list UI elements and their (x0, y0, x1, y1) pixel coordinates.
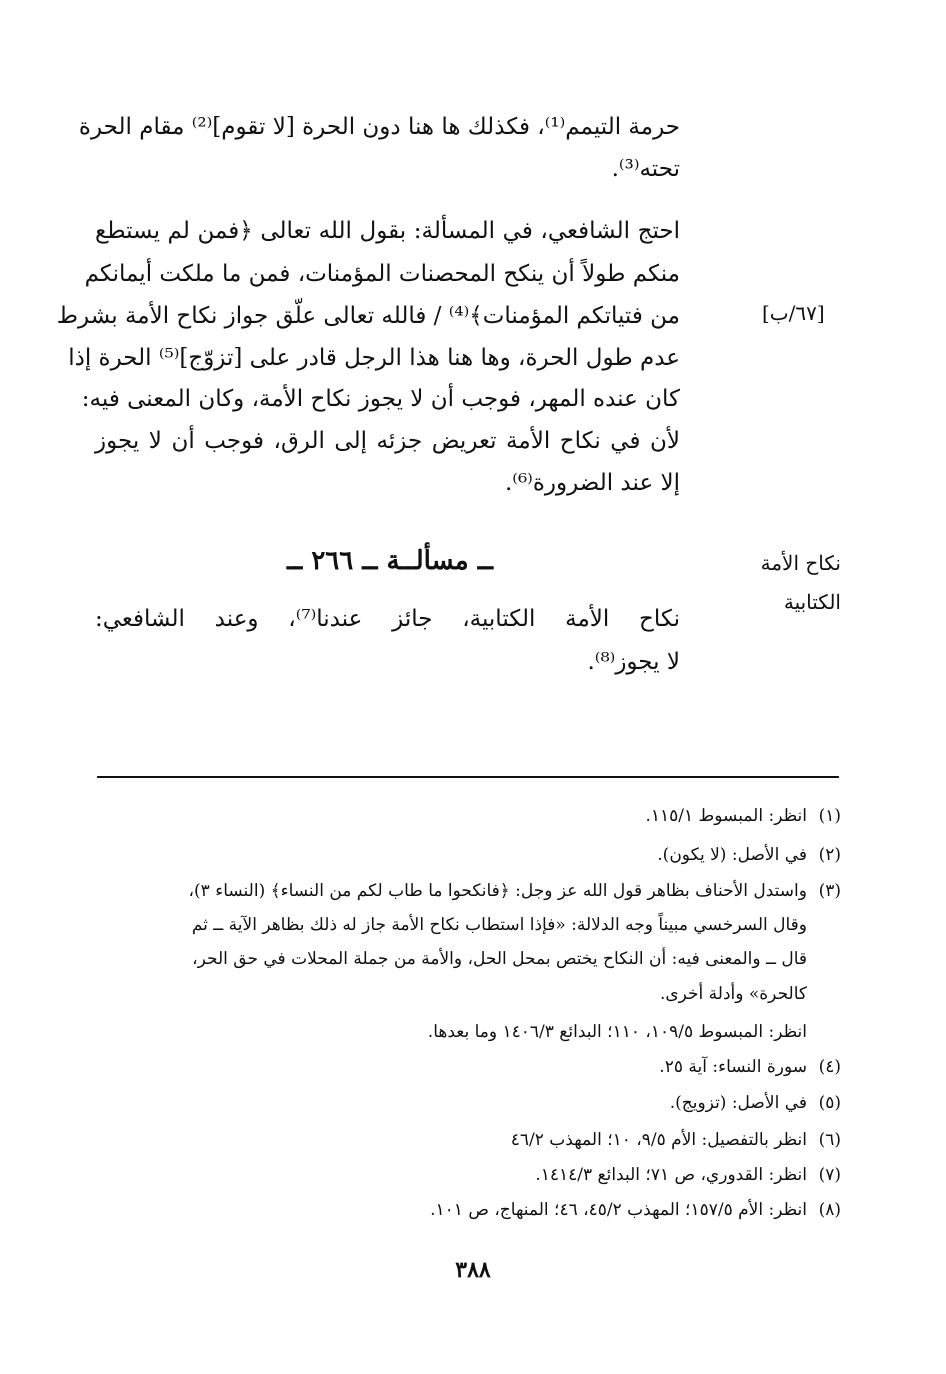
body-text-line: من فتياتكم المؤمنات﴾⁽⁴⁾ / فالله تعالى علّق جواز نكاح الأمة بشرط (56, 303, 680, 329)
footnote-number: (٢) (818, 845, 841, 865)
footnote-continuation: كالحرة» وأدلة أخرى. (659, 984, 807, 1004)
footnote-number: (٣) (818, 881, 841, 901)
footnote (189, 878, 841, 904)
footnote-continuation: انظر: المبسوط ١٠٩/٥، ١١٠؛ البدائع ١٤٠٦/٣ وما بعدها. (427, 1022, 807, 1042)
issue-heading: ــ مسألــة ــ ٢٦٦ ــ (287, 546, 493, 576)
footnote (657, 842, 841, 868)
footnote-number: (٤) (818, 1057, 841, 1077)
body-text-line: لا يجوز⁽⁸⁾. (587, 649, 680, 675)
footnote (645, 803, 841, 829)
footnote-text: انظر: الأم ١٥٧/٥؛ المهذب ٤٥/٢، ٤٦؛ المنهاج، ص ١٠١. (430, 1200, 807, 1220)
body-text-line: كان عنده المهر، فوجب أن لا يجوز نكاح الأمة، وكان المعنى فيه: (81, 386, 680, 412)
body-text-line: تحته⁽³⁾. (611, 156, 680, 182)
footnote-text: في الأصل: (لا يكون). (657, 845, 807, 865)
page-number: ٣٨٨ (455, 1257, 491, 1283)
body-text-line: احتج الشافعي، في المسألة: بقول الله تعالى ﴿فمن لم يستطع (95, 218, 680, 244)
footnote-text: انظر: القدوري، ص ٧١؛ البدائع ١٤١٤/٣. (535, 1165, 807, 1185)
body-text-line: منكم طولاً أن ينكح المحصنات المؤمنات، فمن ما ملكت أيمانكم (84, 261, 680, 287)
footnote-number: (٧) (818, 1165, 841, 1185)
footnote-number: (٦) (818, 1130, 841, 1150)
footnote (659, 1054, 841, 1080)
footnote-separator (97, 776, 839, 778)
margin-folio-reference: [٦٧/ب] (762, 301, 825, 325)
footnote-number: (١) (818, 806, 841, 826)
footnote-text: انظر: المبسوط ١١٥/١. (645, 806, 807, 826)
footnote-text: في الأصل: (تزويج). (669, 1093, 807, 1113)
footnote (511, 1127, 841, 1153)
margin-topic-line: الكتابية (783, 590, 841, 614)
footnote (535, 1162, 841, 1188)
footnote-text: واستدل الأحناف بظاهر قول الله عز وجل: ﴿فانكحوا ما طاب لكم من النساء﴾ (النساء ٣)، (188, 881, 807, 901)
margin-topic-line: نكاح الأمة (760, 551, 841, 575)
footnote (670, 1090, 841, 1116)
body-text-line: عدم طول الحرة، وها هنا هذا الرجل قادر على [تزوّج]⁽⁵⁾ الحرة إذا (68, 345, 680, 371)
footnote-continuation: وقال السرخسي مبيناً وجه الدلالة: «فإذا استطاب نكاح الأمة جاز له ذلك بظاهر الآية ــ ثم (191, 915, 807, 935)
footnote-text: انظر بالتفصيل: الأم ٩/٥، ١٠؛ المهذب ٤٦/٢ (510, 1130, 807, 1150)
body-text-line: لأن في نكاح الأمة تعريض جزئه إلى الرق، فوجب أن لا يجوز (95, 428, 680, 454)
footnote-number: (٨) (818, 1200, 841, 1220)
footnote-text: سورة النساء: آية ٢٥. (659, 1057, 807, 1077)
footnote (430, 1197, 841, 1223)
body-text-line: حرمة التيمم⁽¹⁾، فكذلك ها هنا دون الحرة [لا تقوم]⁽²⁾ مقام الحرة (78, 114, 680, 140)
body-text-line: إلا عند الضرورة⁽⁶⁾. (504, 470, 680, 496)
body-text-line: نكاح الأمة الكتابية، جائز عندنا⁽⁷⁾، وعند الشافعي: (95, 606, 680, 632)
footnote-continuation: قال ــ والمعنى فيه: أن النكاح يختص بمحل الحل، والأمة من جملة المحلات في حق الحر، (192, 949, 807, 969)
footnote-number: (٥) (818, 1093, 841, 1113)
